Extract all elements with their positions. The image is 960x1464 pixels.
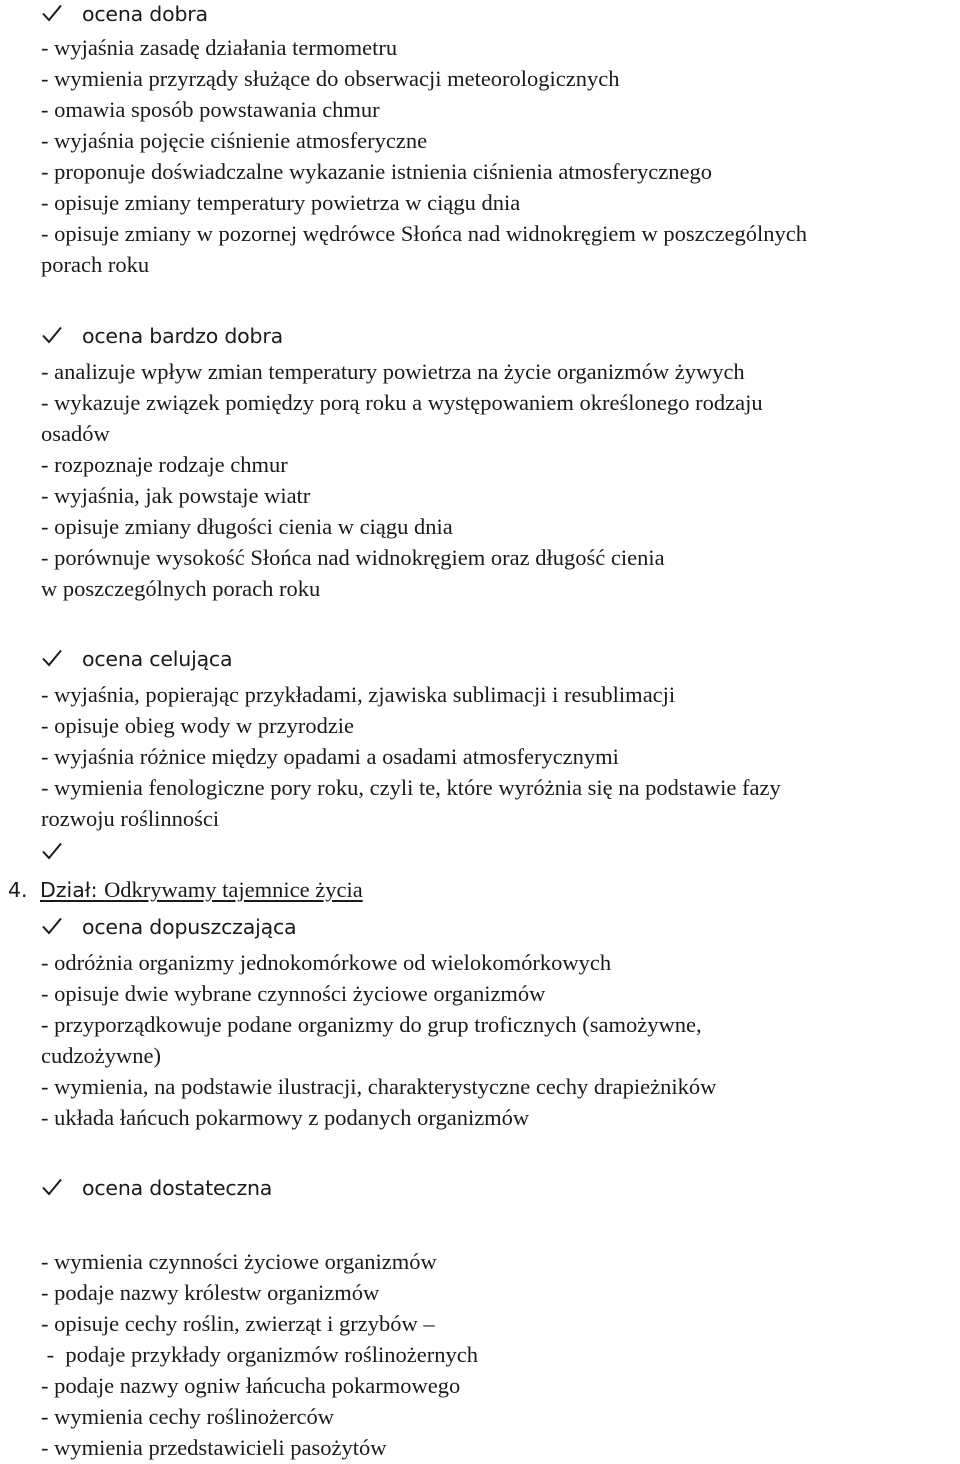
checkmark-icon: [42, 322, 68, 350]
criterion-line: - wyjaśnia, jak powstaje wiatr: [41, 483, 311, 508]
criterion-line: - wyjaśnia zasadę działania termometru: [41, 35, 398, 60]
criterion-line: - opisuje cechy roślin, zwierząt i grzybów –: [41, 1311, 435, 1336]
criterion-line: - wymienia fenologiczne pory roku, czyli te, które wyróżnia się na podstawie fazy: [41, 775, 781, 800]
criterion-line: - rozpoznaje rodzaje chmur: [41, 452, 288, 477]
criterion-line: - omawia sposób powstawania chmur: [41, 97, 380, 122]
criterion-line: - wymienia czynności życiowe organizmów: [41, 1249, 437, 1274]
criterion-line: rozwoju roślinności: [41, 806, 220, 831]
criterion-line: - wymienia, na podstawie ilustracji, charakterystyczne cechy drapieżników: [41, 1074, 717, 1099]
criterion-line: osadów: [41, 421, 110, 446]
checkmark-icon: [42, 838, 68, 866]
criterion-line: - opisuje dwie wybrane czynności życiowe organizmów: [41, 981, 546, 1006]
checkmark-icon: [42, 0, 68, 28]
checkmark-icon: [42, 1174, 68, 1202]
criterion-line: - wymienia cechy roślinożerców: [41, 1404, 335, 1429]
criterion-line: w poszczególnych porach roku: [41, 576, 321, 601]
criterion-line: - podaje nazwy królestw organizmów: [41, 1280, 380, 1305]
criterion-line: porach roku: [41, 252, 150, 277]
criterion-line: - wymienia przedstawicieli pasożytów: [41, 1435, 387, 1460]
section-title: Dział: Odkrywamy tajemnice życia: [40, 877, 363, 902]
criterion-line: - opisuje obieg wody w przyrodzie: [41, 713, 355, 738]
section-heading: 4. Dział: Odkrywamy tajemnice życia: [8, 877, 363, 902]
criterion-line: - wyjaśnia, popierając przykładami, zjawiska sublimacji i resublimacji: [41, 682, 676, 707]
criterion-line: - wyjaśnia pojęcie ciśnienie atmosferyczne: [41, 128, 428, 153]
criterion-line: - proponuje doświadczalne wykazanie istnienia ciśnienia atmosferycznego: [41, 159, 712, 184]
criterion-line: - opisuje zmiany długości cienia w ciągu dnia: [41, 514, 453, 539]
criterion-line: - opisuje zmiany w pozornej wędrówce Słońca nad widnokręgiem w poszczególnych: [41, 221, 808, 246]
criterion-line: - analizuje wpływ zmian temperatury powietrza na życie organizmów żywych: [41, 359, 745, 384]
criterion-line: - podaje nazwy ogniw łańcucha pokarmowego: [41, 1373, 461, 1398]
checkmark-icon: [42, 913, 68, 941]
criterion-line: - układa łańcuch pokarmowy z podanych organizmów: [41, 1105, 530, 1130]
document-page: ocena dobra - wyjaśnia zasadę działania termometru - wymienia przyrządy służące do obserwacji meteorologicznych - omawia sposób powstawania chmur - wyjaśnia pojęcie ciśnienie atmosferyczne - proponuje doświadczalne wykazanie istnienia ciśnienia atmosferycznego - opisuje zmiany temperatury powietrza w ciągu dnia - opisuje zmiany w pozornej wędrówce Słońca nad widnokręgiem w poszczególnych porach roku ocena bardzo dobra - analizuje wpływ zmian temperatury powietrza na życie organizmów żywych - wykazuje związek pomiędzy porą roku a występowaniem określonego rodzaju osadów - rozpoznaje rodzaje chmur - wyjaśnia, jak powstaje wiatr - opisuje zmiany długości cienia w ciągu dnia - porównuje wysokość Słońca nad widnokręgiem oraz długość cienia w poszczególnych porach roku ocena celująca - wyjaśnia, popierając przykładami, zjawiska sublimacji i resublimacji - opisuje obieg wody w przyrodzie - wyjaśnia różnice między opadami a osadami atmosferycznymi - wymienia fenologiczne pory roku, czyli te, które wyróżnia się na podstawie fazy rozwoju roślinności 4. Dział: Odkrywamy tajemnice życia ocena dopuszczająca - odróżnia organizmy jednokomórkowe od wielokomórkowych - opisuje dwie wybrane czynności życiowe organizmów - przyporządkowuje podane organizmy do grup troficznych (samożywne, cudzożywne) - wymienia, na podstawie ilustracji, charakterystyczne cechy drapieżników - układa łańcuch pokarmowy z podanych organizmów ocena dostateczna - wymienia czynności życiowe organizmów - podaje nazwy królestw organizmów - opisuje cechy roślin, zwierząt i grzybów – - podaje przykłady organizmów roślinożernych - podaje nazwy ogniw łańcucha pokarmowego - wymienia cechy roślinożerców - wymienia przedstawicieli pasożytów: [8, 2, 808, 1460]
criterion-line: - odróżnia organizmy jednokomórkowe od wielokomórkowych: [41, 950, 612, 975]
checkmark-icon: [42, 645, 68, 673]
criterion-line: - wymienia przyrządy służące do obserwacji meteorologicznych: [41, 66, 620, 91]
criterion-line: - wykazuje związek pomiędzy porą roku a występowaniem określonego rodzaju: [41, 390, 763, 415]
criterion-line: cudzożywne): [41, 1043, 161, 1068]
criterion-line: - porównuje wysokość Słońca nad widnokręgiem oraz długość cienia: [41, 545, 665, 570]
criterion-line: - przyporządkowuje podane organizmy do grup troficznych (samożywne,: [41, 1012, 702, 1037]
criterion-line: - podaje przykłady organizmów roślinożernych: [41, 1342, 478, 1367]
criterion-line: - opisuje zmiany temperatury powietrza w ciągu dnia: [41, 190, 521, 215]
criterion-line: - wyjaśnia różnice między opadami a osadami atmosferycznymi: [41, 744, 619, 769]
